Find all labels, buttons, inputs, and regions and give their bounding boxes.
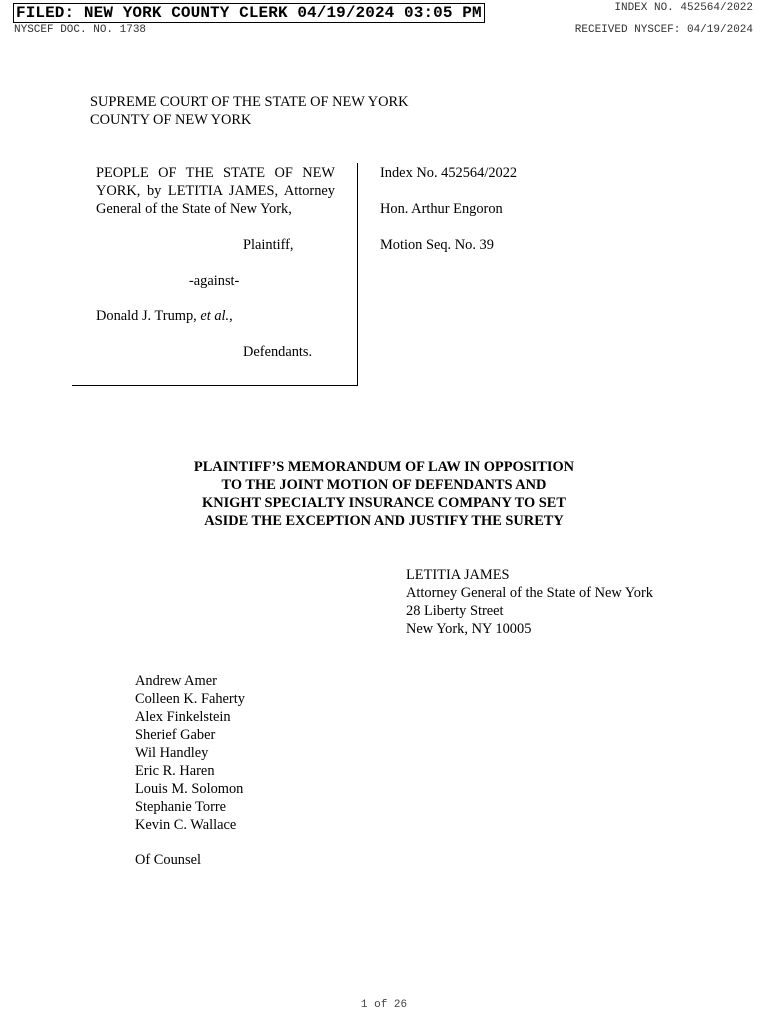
attorney-general-block (406, 566, 653, 638)
ag-name: LETITIA JAMES (406, 567, 510, 583)
defendant-role: Defendants. (243, 344, 313, 360)
judge-name: Hon. Arthur Engoron (380, 201, 503, 217)
court-heading (90, 93, 408, 129)
counsel-name: Sherief Gaber (135, 727, 216, 743)
case-index-number: Index No. 452564/2022 (380, 165, 518, 181)
counsel-name: Andrew Amer (135, 673, 217, 689)
counsel-name: Colleen K. Faherty (135, 691, 245, 707)
defendant-name (96, 307, 233, 325)
title-line: TO THE JOINT MOTION OF DEFENDANTS AND (221, 477, 547, 493)
counsel-name: Kevin C. Wallace (135, 817, 237, 833)
counsel-list (135, 672, 245, 834)
of-counsel-label: Of Counsel (135, 852, 201, 868)
ag-city: New York, NY 10005 (406, 621, 532, 637)
court-name: SUPREME COURT OF THE STATE OF NEW YORK (90, 94, 409, 110)
document-title (150, 458, 618, 530)
counsel-name: Wil Handley (135, 745, 209, 761)
plaintiff-name: PEOPLE OF THE STATE OF NEW YORK, by LETITIA JAMES, Attorney General of the State of New York, (96, 165, 335, 217)
defendant-name-text: Donald J. Trump, (96, 308, 201, 324)
counsel-name: Stephanie Torre (135, 799, 227, 815)
counsel-name: Eric R. Haren (135, 763, 215, 779)
plaintiff-role: Plaintiff, (243, 237, 294, 253)
title-line: ASIDE THE EXCEPTION AND JUSTIFY THE SURETY (204, 513, 564, 529)
motion-sequence: Motion Seq. No. 39 (380, 237, 494, 253)
page-number: 1 of 26 (360, 999, 408, 1011)
against-label: -against- (189, 273, 240, 289)
ag-title: Attorney General of the State of New York (406, 585, 653, 601)
doc-number: NYSCEF DOC. NO. 1738 (14, 24, 147, 36)
caption-divider-horizontal (72, 385, 358, 386)
caption-divider-vertical (357, 163, 358, 386)
ag-street: 28 Liberty Street (406, 603, 504, 619)
title-line: PLAINTIFF’S MEMORANDUM OF LAW IN OPPOSITION (193, 459, 575, 475)
counsel-name: Alex Finkelstein (135, 709, 231, 725)
court-county: COUNTY OF NEW YORK (90, 112, 252, 128)
index-number-header: INDEX NO. 452564/2022 (614, 2, 753, 14)
filed-stamp: FILED: NEW YORK COUNTY CLERK 04/19/2024 03:05 PM (13, 3, 485, 23)
received-date: RECEIVED NYSCEF: 04/19/2024 (574, 24, 753, 36)
defendant-et-al: et al. (200, 308, 230, 324)
title-line: KNIGHT SPECIALTY INSURANCE COMPANY TO SET (202, 495, 566, 511)
counsel-name: Louis M. Solomon (135, 781, 244, 797)
defendant-suffix: , (229, 308, 233, 324)
